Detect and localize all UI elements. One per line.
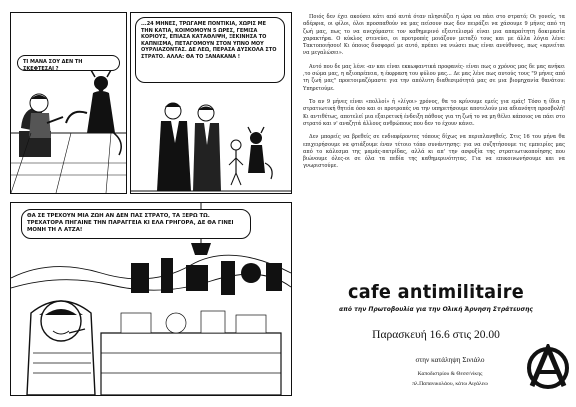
panel-1-drawing xyxy=(11,13,126,193)
event-title: cafe antimilitaire xyxy=(348,281,524,303)
paragraph-4: Δεν μπορείς να βρεθείς σε ενδιαφέροντες τόπους δίχως να περιπλανηθείς. Στις 16 του μήνα θα επιχειρήσουμε να φτιάξουμε έναν τέτοιο τόπο συνάντησης: για να συζητήσουμε τις εμπειρίες μας από το κάλεσμα της μαμάς-πατρίδας, αλλά κι απ' την ασφυξία της στρατιωτικοποίησης που βιώνουμε όλες-οι σε όλα τα πεδία της καθημερινότητας. Για να επικοινωνήσουμε και να γνωριστούμε. xyxy=(303,134,565,170)
event-organizer: από την Πρωτοβουλία για την Ολική Άρνηση Στράτευσης xyxy=(339,306,533,313)
speech-bubble-2: ...24 ΜΗΝΕΣ, ΤΡΩΓΑΜΕ ΠΟΝΤΙΚΙΑ, ΧΩΡΙΣ ΜΕ ΤΗΝ ΚΑΤΙΑ, ΚΟΙΜΟΜΟΥΝ 5 ΩΡΕΣ, ΓΕΜΙΣΑ ΚΟΡΙΟΥΣ, ΕΠΙΑΣΑ ΚΑΤΑΘΛΙΨΗ, ΞΕΚΙΝΗΣΑ ΤΟ ΚΑΠΝΙΣΜΑ, ΠΕΤΑΓΟΜΟΥΝ ΣΤΟΝ ΥΠΝΟ ΜΟΥ ΟΥΡΛΙΑΖΟΝΤΑΣ. ΔΕ ΛΕΩ, ΠΕΡΑΣΑ ΔΥΣΚΟΛΑ ΣΤΟ ΣΤΡΑΤΟ. ΑΛΛΑ: ΘΑ ΤΟ ΞΑΝΑΚΑΝΑ ! xyxy=(135,17,285,83)
comic-panel-3 xyxy=(10,202,292,396)
article-text xyxy=(303,14,565,177)
event-address-line-2: πλ.Παπανικολάου, κάτω Αιγάλεω xyxy=(412,381,488,387)
event-place: στην κατάληψη Σινιάλο xyxy=(415,356,485,364)
event-address-line-1: Καποδιστρίου & Θεσσ/νίκης xyxy=(417,371,483,377)
paragraph-3: Το αν 9 μήνες είναι «πολλοί» ή «λίγοι» χρόνος, θα το κρίνουμε εμείς για εμάς! Τόσο η ίδια η στρατιωτική θητεία όσο και οι προτροπές να την υπηρετήσουμε αποτελούν μια αδιανόητη προσβολή! Κι αντιθέτως, αποτελεί μια εξαιρετική ένδειξη πάθους για τη ζωή το να μη θέλει κάποιος να πάει στο στρατό και ν' αναζητά άλλους ανθρώπους που δεν το έχουν κάνει. xyxy=(303,99,565,127)
speech-bubble-3: ΘΑ ΣΕ ΤΡΕΧΟΥΝ ΜΙΑ ΖΩΗ ΑΝ ΔΕΝ ΠΑΣ ΣΤΡΑΤΟ, ΤΑ ΞΕΡΩ ΤΩ. ΤΡΕΧΑΤΟΡΑ ΠΗΓΑΙΝΕ ΤΗΝ ΠΑΡΑΓΓΕΙΑ ΚΙ ΕΛΑ ΓΡΗΓΟΡΑ, ΔΕ ΘΑ ΓΙΝΕΙ ΜΟΝΗ ΤΗ Λ ΑΤΖΑ! xyxy=(21,209,251,239)
comic-panel-1 xyxy=(10,12,127,194)
event-date: Παρασκευή 16.6 στις 20.00 xyxy=(372,329,500,341)
speech-bubble-1: ΤΙ ΜΑΝΑ ΣΟΥ ΔΕΝ ΤΗ ΣΚΕΦΤΕΣΑΙ ? xyxy=(17,55,120,71)
paragraph-2: Αυτό που δε μας λένε -αν και είναι εκκωφαντικά προφανές- είναι πως ο χρόνος μας δε μας ανήκει ,το σώμα μας, η αξιοπρέπεια, η έκφραση του φύλου μας... Δε μας λένε πως αυτούς τους "9 μήνες από τη ζωή μας" προετοιμαζόμαστε για την απόλυτη διαθεσιμότητά μας σε μια βιομηχανία θανάτου: Υπηρετούμε. xyxy=(303,63,565,92)
comic-panel-2 xyxy=(130,12,292,194)
circle-a-anarchy-icon xyxy=(524,344,572,392)
paragraph-1: Ποιός δεν έχει ακούσει κάτι από αυτά όταν πλησιάζει η ώρα να πάει στο στρατό; Οι γονείς, τα αδέρφια, οι φίλοι, όλοι προσπαθούν να μας πείσουν πως δεν πειράζει να χάσουμε 9 μήνες από τη ζωή μας, πως το να ανεχόμαστε τον καθημερινό εξευτελισμό είναι μια απαραίτητη δοκιμασία χαρακτήρα. Ο κύκλος στενεύει, οι προτροπές μοιάζουν μεταξύ τους και με άλλα λόγια λένε: Τακτοποιήσου! Κι όποιος δυσφορεί με αυτό, πρέπει να νιώσει πως είναι ανεύθυνος, πως «αρνείται να μεγαλώσει». xyxy=(303,14,565,57)
